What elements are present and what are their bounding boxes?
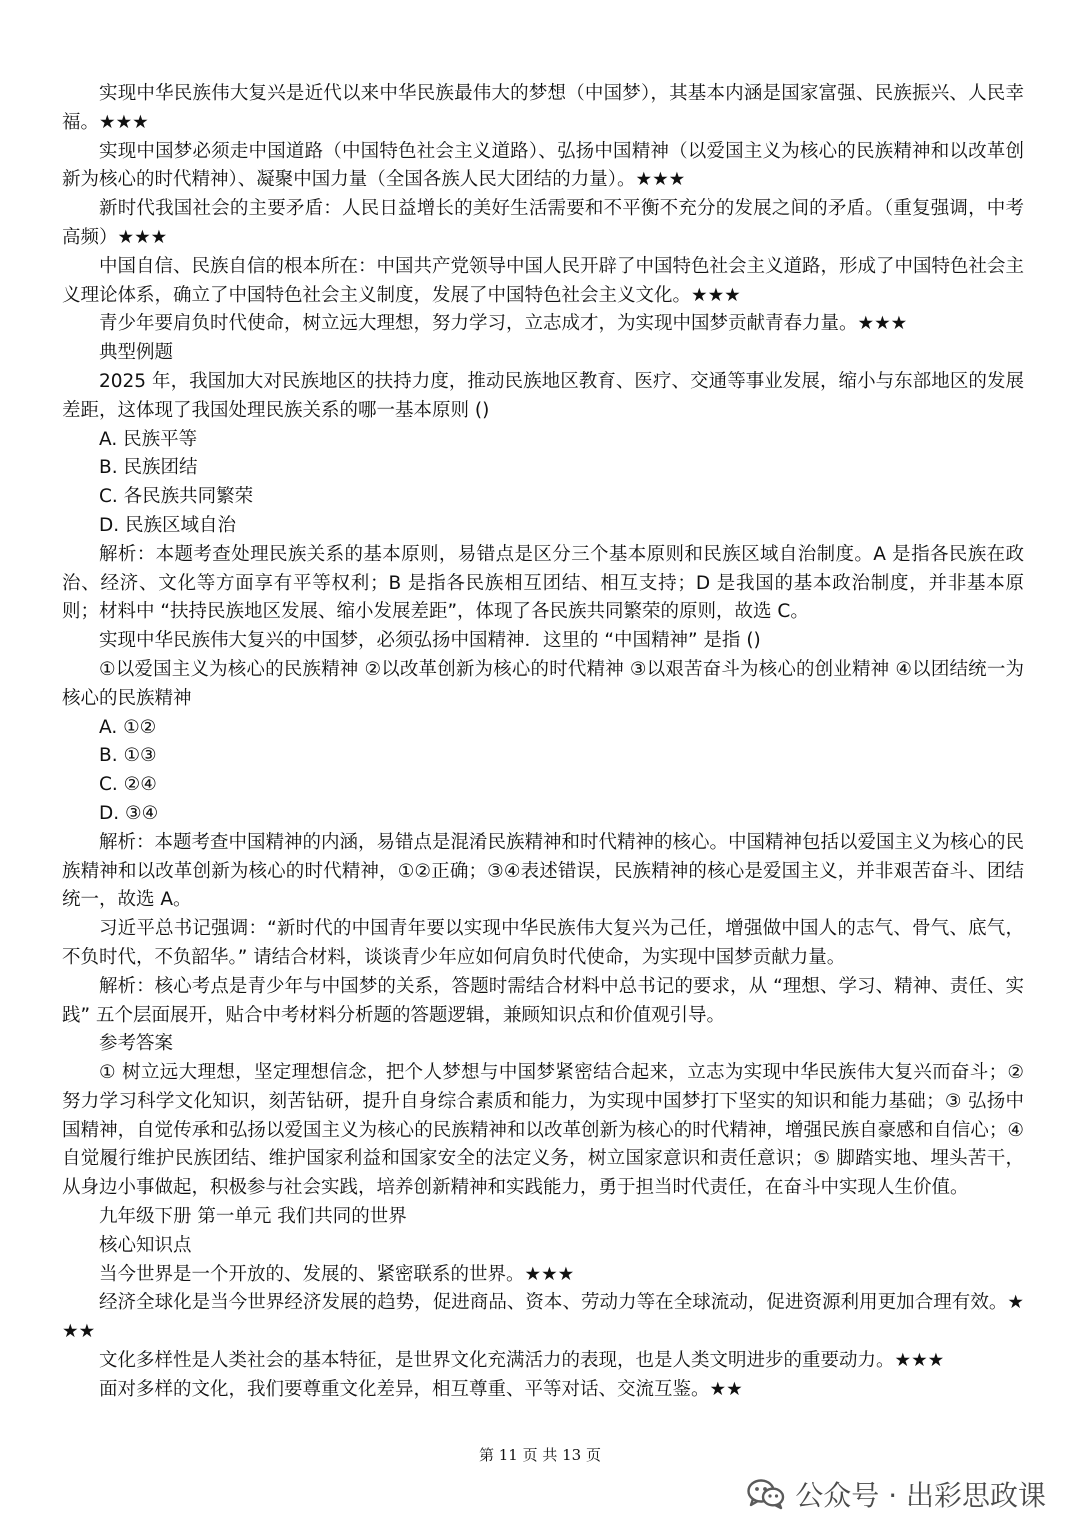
answer-option: C. 各民族共同繁荣: [99, 486, 254, 508]
answer-option: C. ②④: [99, 774, 157, 796]
answer-option: A. ①②: [99, 716, 157, 738]
paragraph: 实现中国梦必须走中国道路（中国特色社会主义道路）、弘扬中国精神（以爱国主义为核心的民族精神和以改革创新为核心的时代精神）、凝聚中国力量（全国各族人民大团结的力量）。★★★: [62, 140, 1024, 191]
answer-option: B. 民族团结: [99, 457, 198, 479]
paragraph: 经济全球化是当今世界经济发展的趋势，促进商品、资本、劳动力等在全球流动，促进资源利用更加合理有效。★★★: [62, 1292, 1024, 1343]
section-heading: 典型例题: [99, 342, 174, 364]
wechat-icon: [747, 1478, 785, 1510]
section-heading: 参考答案: [99, 1033, 174, 1055]
reference-answer: ① 树立远大理想，坚定理想信念，把个人梦想与中国梦紧密结合起来，立志为实现中华民族伟大复兴而奋斗；② 努力学习科学文化知识，刻苦钻研，提升自身综合素质和能力，为实现中国梦打下坚实的知识和能力基础；③ 弘扬中国精神，自觉传承和弘扬以爱国主义为核心的民族精神和以改革创新为核心的时代精神，增强民族自豪感和自信心；④ 自觉履行维护民族团结、维护国家利益和国家安全的法定义务，树立国家意识和责任意识；⑤ 脚踏实地、埋头苦干，从身边小事做起，积极参与社会实践，培养创新精神和实践能力，勇于担当时代责任，在奋斗中实现人生价值。: [62, 1062, 1024, 1199]
question-statements: ①以爱国主义为核心的民族精神 ②以改革创新为核心的时代精神 ③以艰苦奋斗为核心的创业精神 ④以团结统一为核心的民族精神: [62, 658, 1024, 709]
analysis-text: 解析：本题考查处理民族关系的基本原则，易错点是区分三个基本原则和民族区域自治制度。A 是指各民族在政治、经济、文化等方面享有平等权利；B 是指各民族相互团结、相互支持；D 是我国的基本政治制度，并非基本原则；材料中 “扶持民族地区发展、缩小发展差距”，体现了各民族共同繁荣的原则，故选 C。: [62, 543, 1024, 623]
page-number-footer: 第 11 页 共 13 页: [478, 1446, 601, 1464]
paragraph: 中国自信、民族自信的根本所在：中国共产党领导中国人民开辟了中国特色社会主义道路，形成了中国特色社会主义理论体系，确立了中国特色社会主义制度，发展了中国特色社会主义文化。★★★: [62, 255, 1025, 306]
watermark-text: 公众号 · 出彩思政课: [795, 1479, 1046, 1512]
document-body: [62, 80, 1024, 1405]
paragraph: 面对多样的文化，我们要尊重文化差异，相互尊重、平等对话、交流互鉴。★★: [99, 1378, 743, 1400]
paragraph: 实现中华民族伟大复兴是近代以来中华民族最伟大的梦想（中国梦），其基本内涵是国家富强、民族振兴、人民幸福。★★★: [62, 83, 1024, 133]
watermark: [747, 1474, 1046, 1514]
unit-heading: 九年级下册 第一单元 我们共同的世界: [99, 1206, 407, 1228]
analysis-text: 解析：核心考点是青少年与中国梦的关系，答题时需结合材料中总书记的要求，从 “理想、学习、精神、责任、实践” 五个层面展开，贴合中考材料分析题的答题逻辑，兼顾知识点和价值观引导。: [62, 975, 1024, 1026]
paragraph: 当今世界是一个开放的、发展的、紧密联系的世界。★★★: [99, 1263, 575, 1285]
answer-option: A. 民族平等: [99, 428, 198, 450]
analysis-text: 解析：本题考查中国精神的内涵，易错点是混淆民族精神和时代精神的核心。中国精神包括以爱国主义为核心的民族精神和以改革创新为核心的时代精神，①②正确；③④表述错误，民族精神的核心是爱国主义，并非艰苦奋斗、团结统一，故选 A。: [62, 831, 1025, 911]
question-text: 2025 年，我国加大对民族地区的扶持力度，推动民族地区教育、医疗、交通等事业发展，缩小与东部地区的发展差距，这体现了我国处理民族关系的哪一基本原则 (): [62, 370, 1024, 421]
paragraph: 新时代我国社会的主要矛盾：人民日益增长的美好生活需要和不平衡不充分的发展之间的矛盾。（重复强调，中考高频）★★★: [62, 198, 1024, 248]
question-text: 实现中华民族伟大复兴的中国梦，必须弘扬中国精神．这里的 “中国精神” 是指 (): [99, 630, 761, 652]
paragraph: 青少年要肩负时代使命，树立远大理想，努力学习，立志成才，为实现中国梦贡献青春力量。★★★: [99, 313, 908, 335]
answer-option: D. 民族区域自治: [99, 514, 237, 536]
section-heading: 核心知识点: [99, 1234, 192, 1256]
answer-option: B. ①③: [99, 745, 157, 767]
answer-option: D. ③④: [99, 802, 159, 824]
question-text: 习近平总书记强调：“新时代的中国青年要以实现中华民族伟大复兴为己任，增强做中国人的志气、骨气、底气，不负时代，不负韶华。” 请结合材料，谈谈青少年应如何肩负时代使命，为实现中国梦贡献力量。: [62, 918, 1024, 968]
paragraph: 文化多样性是人类社会的基本特征，是世界文化充满活力的表现，也是人类文明进步的重要动力。★★★: [99, 1350, 945, 1372]
